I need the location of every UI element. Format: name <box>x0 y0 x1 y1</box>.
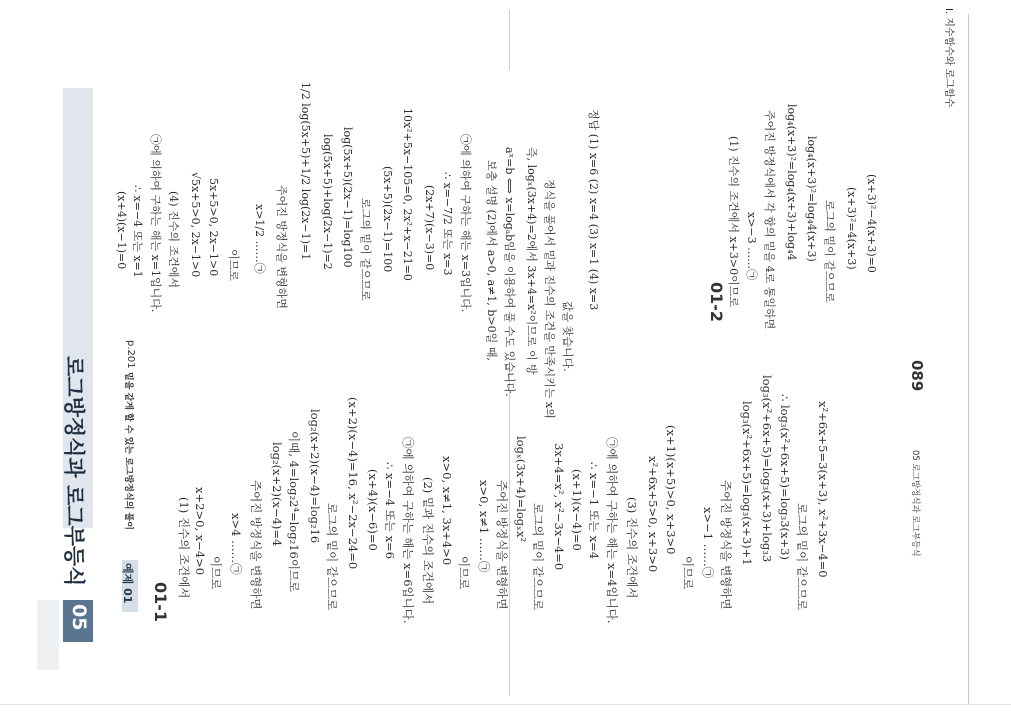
col2-line: aˣ=b ⟺ x=logₐb임을 이용하여 풀 수도 있습니다. <box>503 147 516 397</box>
col2-line: 정답 (1) x=6 (2) x=4 (3) x=1 (4) x=3 <box>587 108 600 311</box>
col3-line: 로그의 밑이 같으므로 <box>823 199 836 303</box>
example-text: 밑을 같게 할 수 있는 로그방정식의 풀이 <box>123 372 133 530</box>
col1-line: 로그의 밑이 같으므로 <box>795 503 809 611</box>
col2-line: 주어진 방정식을 변형하면 <box>275 184 288 309</box>
col2-line: ∴ x=−7/2 또는 x=3 <box>441 172 454 276</box>
col3-line: (1) 진수의 조건에서 x+3>0이므로 <box>727 135 740 307</box>
col2-line: 로그의 밑이 같으므로 <box>359 197 372 301</box>
col1-line: 3x+4=x², x²−3x−4=0 <box>552 443 566 571</box>
scan-edge-line <box>968 14 969 704</box>
col1-line: ㉠에 의하여 구하는 해는 x=6입니다. <box>401 437 415 624</box>
col3-line: 주어진 방정식에서 각 항의 밑을 4로 통일하면 <box>763 110 776 330</box>
col2-line: (x+4)(x−1)=0 <box>115 191 128 270</box>
col1-line: (2) 밑과 진수의 조건에서 <box>421 477 435 605</box>
col1-line: x>−1 ……㉠ <box>701 506 715 578</box>
col2-line: √5x+5>0, 2x−1>0 <box>189 172 202 278</box>
col2-line: 정식을 풀어서 밑과 진수의 조건을 만족시키는 x의 <box>543 179 556 419</box>
col2-line: 이므로 <box>227 248 240 281</box>
col1-line: x>0, x≠1 ……㉠ <box>477 480 491 573</box>
col1-line: logₓ(3x+4)=logₓx² <box>514 435 528 542</box>
col1-line: (x+1)(x+5)>0, x+3>0 <box>664 424 678 555</box>
col1-line: (x+1)(x−4)=0 <box>570 468 584 551</box>
col2-line: 10x²+5x−105=0, 2x²+x−21=0 <box>401 108 414 281</box>
col1-line: ∴ x=−4 또는 x=6 <box>383 462 397 560</box>
col2-line: (2x+7)(x−3)=0 <box>423 184 436 271</box>
col3-line: (x+3)²=4(x+3) <box>845 186 858 270</box>
col1-line: 로그의 밑이 같으므로 <box>531 503 545 611</box>
col1-line: (x+2)(x−4)=16, x²−2x−24=0 <box>346 397 360 570</box>
col1-line: 이므로 <box>681 556 695 590</box>
col1-line: log₂(x+2)(x−4)=log₂16 <box>308 409 322 544</box>
col2-line: log(5x+5)(2x−1)=log100 <box>341 127 354 268</box>
col2-line: x>1/2 ……㉠ <box>253 204 266 274</box>
col2-line: ∴ x=−4 또는 x=1 <box>131 184 144 278</box>
col1-line: 주어진 방정식을 변형하면 <box>495 480 509 610</box>
col2-line: ㉠에 의하여 구하는 해는 x=3입니다. <box>459 133 472 313</box>
col3-line: x>−3 ……㉠ <box>745 212 758 281</box>
example-label: 예제 01 <box>121 563 134 604</box>
section-head-01-1: 01-1 <box>151 582 170 623</box>
col2-line: 즉, logₓ(3x+4)=2에서 3x+4=x²이므로 이 방 <box>525 147 538 375</box>
col1-line: ∴ log₃(x²+6x+5)=log₃3(x+3) <box>778 394 792 561</box>
col1-line: x>4 ……㉠ <box>229 513 243 575</box>
scan-bottom-line <box>0 704 1011 705</box>
col2-line: (4) 진수의 조건에서 <box>167 191 180 289</box>
col2-line: log(5x+5)+log(2x−1)=2 <box>321 133 334 270</box>
col2-line: ㉠에 의하여 구하는 해는 x=1입니다. <box>149 133 162 313</box>
col3-line: log₄(x+3)²=log₄(x+3)+log₄4 <box>785 103 798 261</box>
example-page-ref: p.201 <box>125 340 136 369</box>
col3-line: (x+3)²−4(x+3)=0 <box>865 174 878 273</box>
chapter-number: 05 <box>68 604 90 631</box>
col1-line: 로그의 밑이 같으므로 <box>325 503 339 611</box>
col1-line: 이므로 <box>209 556 223 590</box>
col1-line: x>0, x≠1, 3x+4>0 <box>440 456 454 566</box>
page-number: 089 <box>908 360 926 392</box>
col1-line: x²+6x+5>0, x+3>0 <box>646 456 660 573</box>
col2-line: 보충 설명 (2)에서 a>0, a≠1, b>0일 때, <box>485 160 498 361</box>
col1-line: 주어진 방정식을 변형하면 <box>719 480 733 610</box>
footer-text: 05 로그방정식과 로그부등식 <box>910 450 920 557</box>
col3-line: log₄(x+3)²=log₄4(x+3) <box>805 135 818 262</box>
col1-line: (1) 진수의 조건에서 <box>177 496 191 599</box>
col1-line: 이므로 <box>457 556 471 590</box>
col1-line: 주어진 방정식을 변형하면 <box>249 480 263 610</box>
col2-line: (5x+5)(2x−1)=100 <box>381 165 394 272</box>
col1-line: log₃(x²+6x+5)=log₃(x+3)+1 <box>740 401 754 566</box>
col1-line: x+2>0, x−4>0 <box>193 486 207 575</box>
section-head-01-2: 01-2 <box>707 282 726 323</box>
column-divider-1b <box>509 10 510 70</box>
col1-line: ∴ x=−1 또는 x=4 <box>587 462 601 560</box>
running-header: I. 지수함수와 로그함수 <box>943 8 954 108</box>
binding-strip <box>37 600 59 670</box>
col1-line: ㉠에 의하여 구하는 해는 x=4입니다. <box>605 437 619 624</box>
col1-line: x²+6x+5=3(x+3), x²+3x−4=0 <box>816 401 830 578</box>
col1-line: log₂(x+2)(x−4)=4 <box>270 442 284 547</box>
col1-line: log₃(x²+6x+5)=log₃(x+3)+log₃3 <box>760 374 774 562</box>
col1-line: 이때, 4=log₂2⁴=log₂16이므로 <box>287 430 301 592</box>
col1-line: (3) 진수의 조건에서 <box>625 496 639 599</box>
col2-line: 값을 찾습니다. <box>561 300 574 372</box>
col1-line: (x+4)(x−6)=0 <box>366 468 380 551</box>
chapter-title: 로그방정식과 로그부등식 <box>62 356 86 587</box>
col2-line: 1/2 log(5x+5)+1/2 log(2x−1)=1 <box>299 82 312 261</box>
col2-line: 5x+5>0, 2x−1>0 <box>207 178 220 277</box>
